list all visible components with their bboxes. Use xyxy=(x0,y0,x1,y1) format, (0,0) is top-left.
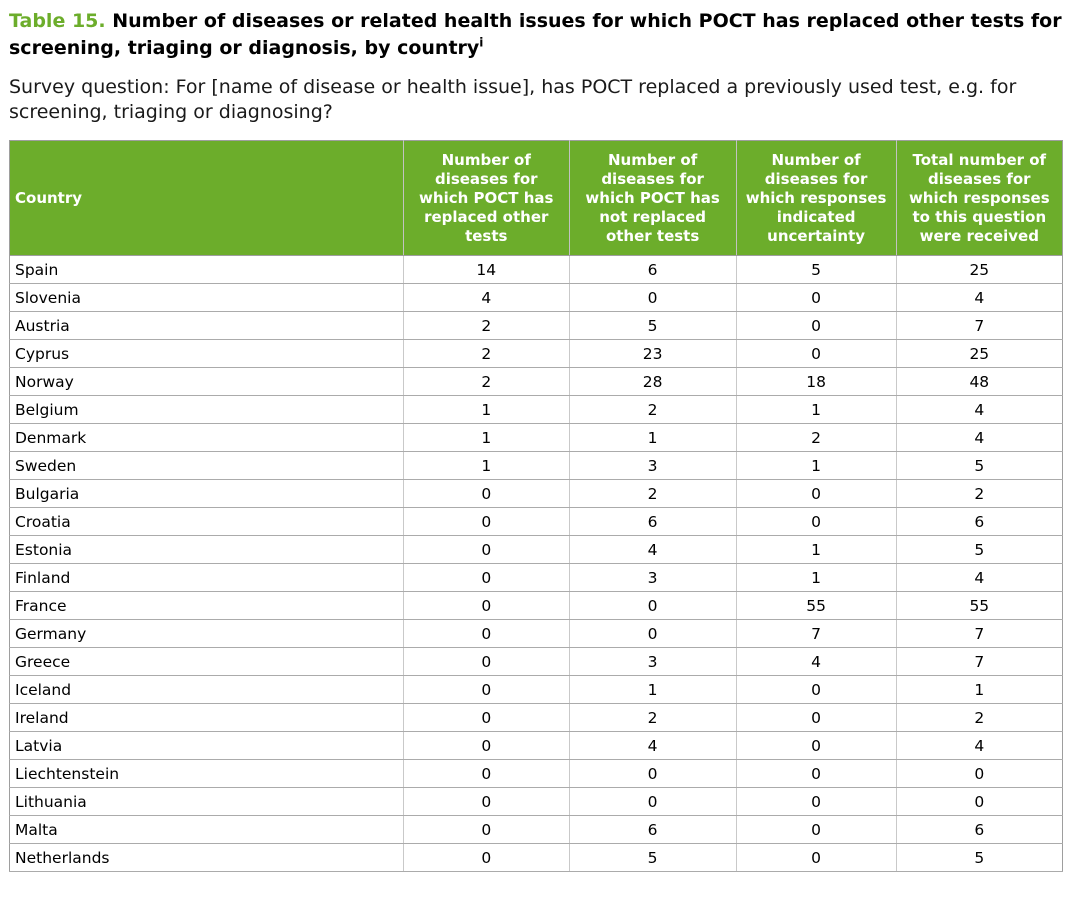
value-cell: 5 xyxy=(569,312,736,340)
country-cell: Finland xyxy=(10,564,404,592)
value-cell: 6 xyxy=(896,816,1062,844)
value-cell: 2 xyxy=(569,704,736,732)
value-cell: 0 xyxy=(896,788,1062,816)
table-row xyxy=(10,340,1063,368)
survey-question-text: Survey question: For [name of disease or health issue], has POCT replaced a previously used test, e.g. for screening, triaging or diagnosing? xyxy=(9,76,1017,123)
country-cell: Greece xyxy=(10,648,404,676)
value-cell: 0 xyxy=(736,480,896,508)
value-cell: 23 xyxy=(569,340,736,368)
value-cell: 25 xyxy=(896,340,1062,368)
table-row xyxy=(10,704,1063,732)
poct-replacement-table xyxy=(9,140,1063,872)
value-cell: 1 xyxy=(403,424,569,452)
value-cell: 1 xyxy=(569,424,736,452)
table-row xyxy=(10,480,1063,508)
value-cell: 0 xyxy=(403,760,569,788)
table-row xyxy=(10,312,1063,340)
value-cell: 0 xyxy=(736,760,896,788)
value-cell: 7 xyxy=(736,620,896,648)
country-cell: Ireland xyxy=(10,704,404,732)
value-cell: 0 xyxy=(403,480,569,508)
country-cell: France xyxy=(10,592,404,620)
value-cell: 2 xyxy=(403,312,569,340)
table-row xyxy=(10,592,1063,620)
value-cell: 5 xyxy=(569,844,736,872)
table-title xyxy=(9,8,1071,62)
value-cell: 6 xyxy=(569,816,736,844)
column-header-country: Country xyxy=(10,141,404,256)
country-cell: Sweden xyxy=(10,452,404,480)
value-cell: 0 xyxy=(403,676,569,704)
value-cell: 0 xyxy=(569,284,736,312)
country-cell: Latvia xyxy=(10,732,404,760)
country-cell: Slovenia xyxy=(10,284,404,312)
country-cell: Lithuania xyxy=(10,788,404,816)
table-header-row xyxy=(10,141,1063,256)
table-row xyxy=(10,732,1063,760)
country-cell: Cyprus xyxy=(10,340,404,368)
column-header-total: Total number of diseases for which responses to this question were received xyxy=(896,141,1062,256)
table-row xyxy=(10,816,1063,844)
country-cell: Croatia xyxy=(10,508,404,536)
value-cell: 4 xyxy=(569,536,736,564)
table-row xyxy=(10,256,1063,284)
table-row xyxy=(10,368,1063,396)
footnote-marker: i xyxy=(479,35,484,50)
value-cell: 0 xyxy=(736,312,896,340)
country-cell: Denmark xyxy=(10,424,404,452)
value-cell: 0 xyxy=(569,788,736,816)
value-cell: 1 xyxy=(403,452,569,480)
value-cell: 5 xyxy=(896,844,1062,872)
table-number-label: Table 15. xyxy=(9,10,106,32)
value-cell: 1 xyxy=(736,536,896,564)
table-row xyxy=(10,760,1063,788)
table-row xyxy=(10,844,1063,872)
value-cell: 0 xyxy=(403,508,569,536)
value-cell: 2 xyxy=(569,480,736,508)
value-cell: 6 xyxy=(569,256,736,284)
table-row xyxy=(10,452,1063,480)
country-cell: Estonia xyxy=(10,536,404,564)
value-cell: 1 xyxy=(896,676,1062,704)
table-body xyxy=(10,256,1063,872)
country-cell: Iceland xyxy=(10,676,404,704)
value-cell: 2 xyxy=(403,340,569,368)
value-cell: 7 xyxy=(896,620,1062,648)
value-cell: 0 xyxy=(736,732,896,760)
value-cell: 0 xyxy=(403,732,569,760)
value-cell: 7 xyxy=(896,648,1062,676)
table-row xyxy=(10,620,1063,648)
table-row xyxy=(10,648,1063,676)
value-cell: 0 xyxy=(736,844,896,872)
country-cell: Netherlands xyxy=(10,844,404,872)
value-cell: 4 xyxy=(569,732,736,760)
table-row xyxy=(10,788,1063,816)
column-header-not-replaced: Number of diseases for which POCT has not replaced other tests xyxy=(569,141,736,256)
value-cell: 55 xyxy=(736,592,896,620)
table-row xyxy=(10,564,1063,592)
value-cell: 0 xyxy=(736,816,896,844)
country-cell: Belgium xyxy=(10,396,404,424)
value-cell: 4 xyxy=(896,732,1062,760)
value-cell: 0 xyxy=(569,760,736,788)
value-cell: 1 xyxy=(736,564,896,592)
value-cell: 1 xyxy=(403,396,569,424)
value-cell: 3 xyxy=(569,564,736,592)
value-cell: 0 xyxy=(403,788,569,816)
value-cell: 0 xyxy=(569,592,736,620)
value-cell: 18 xyxy=(736,368,896,396)
column-header-replaced: Number of diseases for which POCT has replaced other tests xyxy=(403,141,569,256)
value-cell: 0 xyxy=(403,536,569,564)
value-cell: 3 xyxy=(569,452,736,480)
value-cell: 3 xyxy=(569,648,736,676)
value-cell: 2 xyxy=(896,480,1062,508)
country-cell: Norway xyxy=(10,368,404,396)
table-row xyxy=(10,676,1063,704)
value-cell: 4 xyxy=(896,396,1062,424)
value-cell: 0 xyxy=(736,508,896,536)
value-cell: 0 xyxy=(569,620,736,648)
column-header-uncertainty: Number of diseases for which responses indicated uncertainty xyxy=(736,141,896,256)
value-cell: 28 xyxy=(569,368,736,396)
value-cell: 0 xyxy=(896,760,1062,788)
value-cell: 1 xyxy=(736,396,896,424)
value-cell: 5 xyxy=(896,452,1062,480)
value-cell: 14 xyxy=(403,256,569,284)
value-cell: 5 xyxy=(896,536,1062,564)
value-cell: 4 xyxy=(896,424,1062,452)
value-cell: 0 xyxy=(736,704,896,732)
value-cell: 7 xyxy=(896,312,1062,340)
country-cell: Spain xyxy=(10,256,404,284)
value-cell: 25 xyxy=(896,256,1062,284)
value-cell: 55 xyxy=(896,592,1062,620)
value-cell: 0 xyxy=(403,564,569,592)
value-cell: 0 xyxy=(403,592,569,620)
table-row xyxy=(10,396,1063,424)
country-cell: Bulgaria xyxy=(10,480,404,508)
table-row xyxy=(10,284,1063,312)
table-row xyxy=(10,424,1063,452)
value-cell: 0 xyxy=(403,844,569,872)
value-cell: 4 xyxy=(896,284,1062,312)
value-cell: 4 xyxy=(896,564,1062,592)
value-cell: 0 xyxy=(403,620,569,648)
value-cell: 6 xyxy=(569,508,736,536)
country-cell: Malta xyxy=(10,816,404,844)
value-cell: 2 xyxy=(569,396,736,424)
value-cell: 2 xyxy=(896,704,1062,732)
value-cell: 0 xyxy=(736,284,896,312)
country-cell: Liechtenstein xyxy=(10,760,404,788)
value-cell: 2 xyxy=(736,424,896,452)
value-cell: 2 xyxy=(403,368,569,396)
value-cell: 6 xyxy=(896,508,1062,536)
value-cell: 48 xyxy=(896,368,1062,396)
value-cell: 4 xyxy=(736,648,896,676)
value-cell: 0 xyxy=(736,340,896,368)
table-row xyxy=(10,508,1063,536)
country-cell: Germany xyxy=(10,620,404,648)
value-cell: 0 xyxy=(403,648,569,676)
value-cell: 0 xyxy=(736,788,896,816)
value-cell: 0 xyxy=(403,816,569,844)
value-cell: 1 xyxy=(736,452,896,480)
value-cell: 5 xyxy=(736,256,896,284)
value-cell: 0 xyxy=(403,704,569,732)
value-cell: 1 xyxy=(569,676,736,704)
table-title-text: Number of diseases or related health issues for which POCT has replaced other tests for screening, triaging or diagnosis, by country xyxy=(9,10,1062,59)
table-row xyxy=(10,536,1063,564)
country-cell: Austria xyxy=(10,312,404,340)
value-cell: 4 xyxy=(403,284,569,312)
value-cell: 0 xyxy=(736,676,896,704)
